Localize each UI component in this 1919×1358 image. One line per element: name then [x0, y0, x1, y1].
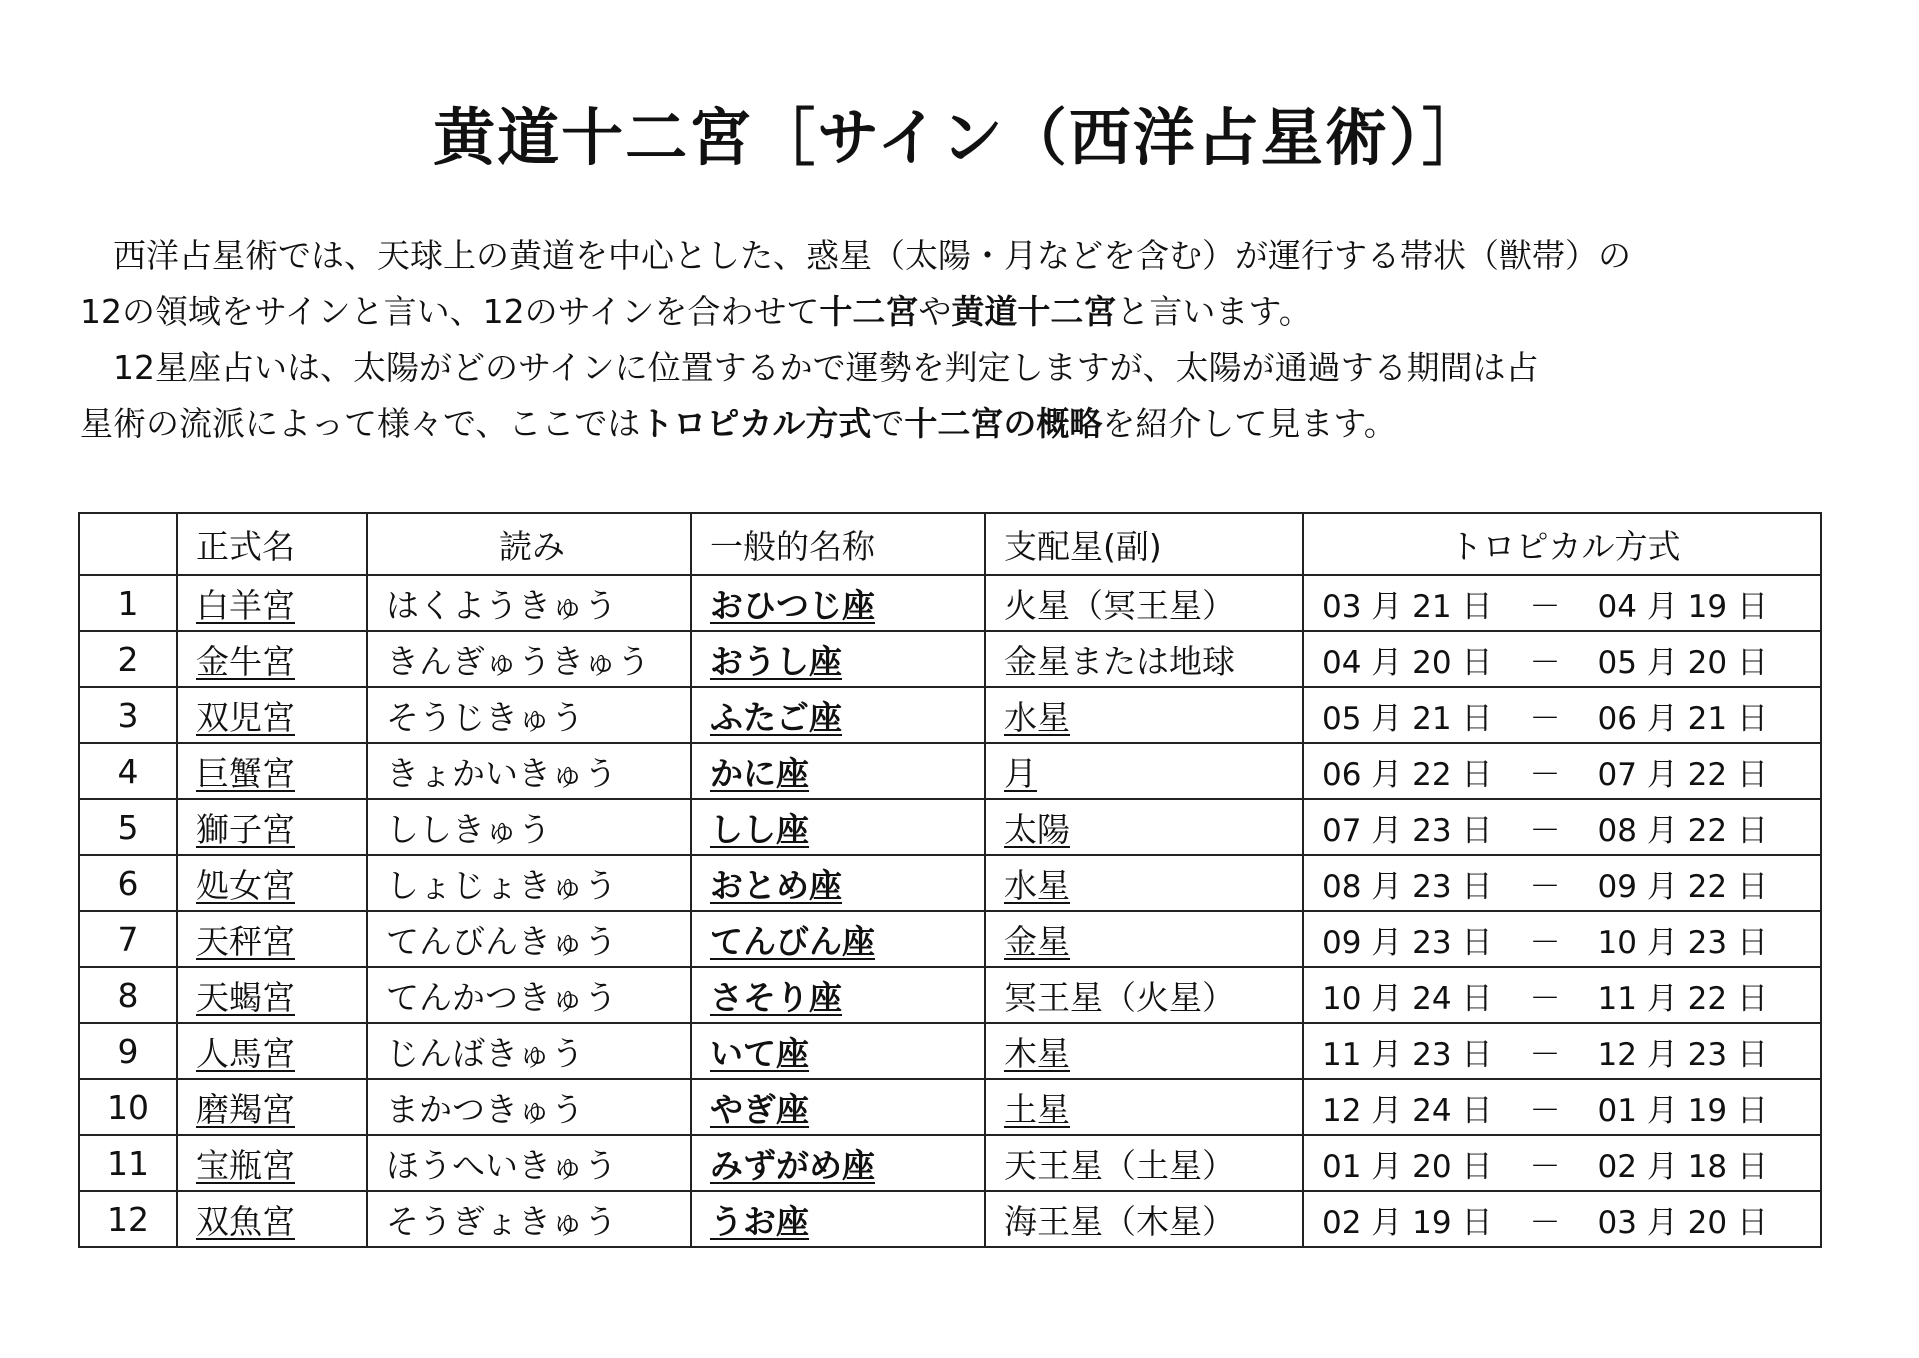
- date-range: [1322, 581, 1808, 626]
- tropical-range-cell: [1303, 575, 1821, 631]
- tropical-range-cell: [1303, 631, 1821, 687]
- tropical-range-cell: [1303, 1135, 1821, 1191]
- date-range: [1322, 1085, 1808, 1130]
- range-end: 02 月 18 日: [1597, 1148, 1768, 1185]
- tropical-range-cell: [1303, 799, 1821, 855]
- row-number: 12: [79, 1191, 177, 1247]
- intro-text-run: で: [871, 404, 905, 443]
- table-body: [79, 575, 1821, 1247]
- range-dash: －: [1529, 924, 1561, 961]
- ruler-cell: [985, 743, 1303, 799]
- range-start: 11 月 23 日: [1322, 1036, 1493, 1073]
- header-ruler: 支配星(副): [985, 513, 1303, 575]
- range-start: 04 月 20 日: [1322, 644, 1493, 681]
- date-range: [1322, 805, 1808, 850]
- common-name-cell: [691, 631, 985, 687]
- ruler-name: 木星: [1004, 1033, 1070, 1073]
- formal-name: 磨羯宮: [196, 1089, 295, 1129]
- date-range: [1322, 1141, 1808, 1186]
- formal-name: 白羊宮: [196, 585, 295, 625]
- range-start: 10 月 24 日: [1322, 980, 1493, 1017]
- date-range: [1322, 1197, 1808, 1242]
- header-formal-name: 正式名: [177, 513, 367, 575]
- row-number: 6: [79, 855, 177, 911]
- table-row: [79, 575, 1821, 631]
- range-start: 03 月 21 日: [1322, 588, 1493, 625]
- range-start: 06 月 22 日: [1322, 756, 1493, 793]
- common-name: おとめ座: [710, 865, 842, 905]
- header-number: [79, 513, 177, 575]
- ruler-name: 金星または地球: [1004, 641, 1235, 681]
- formal-name-cell: [177, 855, 367, 911]
- ruler-name: 水星: [1004, 865, 1070, 905]
- formal-name: 金牛宮: [196, 641, 295, 681]
- reading-cell: そうぎょきゅう: [367, 1191, 691, 1247]
- range-dash: －: [1529, 644, 1561, 681]
- common-name-cell: [691, 687, 985, 743]
- ruler-cell: [985, 687, 1303, 743]
- common-name: しし座: [710, 809, 809, 849]
- reading-cell: じんばきゅう: [367, 1023, 691, 1079]
- intro-text-run: を紹介して見ます。: [1102, 404, 1397, 443]
- formal-name: 人馬宮: [196, 1033, 295, 1073]
- date-range: [1322, 917, 1808, 962]
- ruler-name: 月: [1004, 753, 1037, 793]
- range-start: 01 月 20 日: [1322, 1148, 1493, 1185]
- common-name: ふたご座: [710, 697, 842, 737]
- ruler-cell: [985, 1079, 1303, 1135]
- intro-text-run: や: [918, 292, 952, 331]
- table-header-row: [79, 513, 1821, 575]
- date-range: [1322, 693, 1808, 738]
- row-number: 2: [79, 631, 177, 687]
- reading-cell: ほうへいきゅう: [367, 1135, 691, 1191]
- intro-text-run: 12の領域をサインと言い、12のサインを合わせて: [80, 292, 820, 331]
- reading-cell: まかつきゅう: [367, 1079, 691, 1135]
- common-name-cell: [691, 1191, 985, 1247]
- row-number: 10: [79, 1079, 177, 1135]
- ruler-cell: [985, 855, 1303, 911]
- ruler-name: 天王星（土星）: [1004, 1145, 1235, 1185]
- row-number: 3: [79, 687, 177, 743]
- range-start: 09 月 23 日: [1322, 924, 1493, 961]
- range-dash: －: [1529, 756, 1561, 793]
- intro-bold-term: トロピカル方式: [640, 404, 872, 443]
- tropical-range-cell: [1303, 967, 1821, 1023]
- ruler-name: 冥王星（火星）: [1004, 977, 1235, 1017]
- ruler-cell: [985, 911, 1303, 967]
- common-name: おうし座: [710, 641, 842, 681]
- range-end: 06 月 21 日: [1597, 700, 1768, 737]
- formal-name: 獅子宮: [196, 809, 295, 849]
- range-end: 04 月 19 日: [1597, 588, 1768, 625]
- range-dash: －: [1529, 980, 1561, 1017]
- table-row: [79, 1023, 1821, 1079]
- formal-name: 双児宮: [196, 697, 295, 737]
- intro-text-run: 星術の流派によって様々で、ここでは: [80, 404, 641, 443]
- common-name: かに座: [710, 753, 809, 793]
- range-end: 12 月 23 日: [1597, 1036, 1768, 1073]
- ruler-cell: [985, 1023, 1303, 1079]
- table-row: [79, 799, 1821, 855]
- row-number: 11: [79, 1135, 177, 1191]
- reading-cell: はくようきゅう: [367, 575, 691, 631]
- intro-paragraph-2-cont: [80, 396, 1860, 452]
- intro-bold-term: 十二宮: [819, 292, 919, 331]
- range-dash: －: [1529, 1036, 1561, 1073]
- intro-line: 西洋占星術では、天球上の黄道を中心とした、惑星（太陽・月などを含む）が運行する帯状（獣帯）の: [113, 236, 1631, 275]
- intro-line: 12星座占いは、太陽がどのサインに位置するかで運勢を判定しますが、太陽が通過する期間は占: [113, 348, 1539, 387]
- tropical-range-cell: [1303, 1023, 1821, 1079]
- formal-name-cell: [177, 967, 367, 1023]
- table-row: [79, 855, 1821, 911]
- row-number: 9: [79, 1023, 177, 1079]
- common-name-cell: [691, 967, 985, 1023]
- reading-cell: ししきゅう: [367, 799, 691, 855]
- formal-name-cell: [177, 1191, 367, 1247]
- ruler-cell: [985, 799, 1303, 855]
- formal-name-cell: [177, 799, 367, 855]
- formal-name: 双魚宮: [196, 1201, 295, 1241]
- range-dash: －: [1529, 812, 1561, 849]
- reading-cell: てんかつきゅう: [367, 967, 691, 1023]
- formal-name: 天秤宮: [196, 921, 295, 961]
- ruler-name: 海王星（木星）: [1004, 1201, 1235, 1241]
- common-name: おひつじ座: [710, 585, 875, 625]
- formal-name: 処女宮: [196, 865, 295, 905]
- intro-text: [80, 228, 1860, 452]
- reading-cell: てんびんきゅう: [367, 911, 691, 967]
- common-name-cell: [691, 575, 985, 631]
- range-end: 07 月 22 日: [1597, 756, 1768, 793]
- formal-name: 宝瓶宮: [196, 1145, 295, 1185]
- table-row: [79, 911, 1821, 967]
- common-name-cell: [691, 1079, 985, 1135]
- formal-name-cell: [177, 687, 367, 743]
- ruler-name: 火星（冥王星）: [1004, 585, 1235, 625]
- formal-name-cell: [177, 1079, 367, 1135]
- ruler-name: 土星: [1004, 1089, 1070, 1129]
- intro-paragraph-1: [80, 228, 1860, 284]
- date-range: [1322, 973, 1808, 1018]
- table-row: [79, 687, 1821, 743]
- tropical-range-cell: [1303, 743, 1821, 799]
- formal-name-cell: [177, 911, 367, 967]
- common-name: いて座: [710, 1033, 809, 1073]
- range-end: 01 月 19 日: [1597, 1092, 1768, 1129]
- row-number: 4: [79, 743, 177, 799]
- row-number: 5: [79, 799, 177, 855]
- zodiac-table: [78, 512, 1822, 1248]
- table-row: [79, 1191, 1821, 1247]
- header-reading: 読み: [367, 513, 691, 575]
- table-row: [79, 743, 1821, 799]
- date-range: [1322, 637, 1808, 682]
- row-number: 7: [79, 911, 177, 967]
- range-start: 07 月 23 日: [1322, 812, 1493, 849]
- common-name-cell: [691, 1135, 985, 1191]
- common-name: みずがめ座: [710, 1145, 875, 1185]
- tropical-range-cell: [1303, 1079, 1821, 1135]
- reading-cell: きょかいきゅう: [367, 743, 691, 799]
- common-name-cell: [691, 855, 985, 911]
- range-end: 08 月 22 日: [1597, 812, 1768, 849]
- formal-name: 巨蟹宮: [196, 753, 295, 793]
- range-end: 03 月 20 日: [1597, 1204, 1768, 1241]
- range-end: 10 月 23 日: [1597, 924, 1768, 961]
- common-name-cell: [691, 1023, 985, 1079]
- reading-cell: しょじょきゅう: [367, 855, 691, 911]
- date-range: [1322, 861, 1808, 906]
- formal-name-cell: [177, 743, 367, 799]
- tropical-range-cell: [1303, 687, 1821, 743]
- common-name-cell: [691, 799, 985, 855]
- ruler-name: 太陽: [1004, 809, 1070, 849]
- ruler-name: 水星: [1004, 697, 1070, 737]
- header-tropical: トロピカル方式: [1303, 513, 1821, 575]
- range-start: 02 月 19 日: [1322, 1204, 1493, 1241]
- date-range: [1322, 1029, 1808, 1074]
- range-start: 08 月 23 日: [1322, 868, 1493, 905]
- range-end: 11 月 22 日: [1597, 980, 1768, 1017]
- intro-text-run: と言います。: [1116, 292, 1312, 331]
- range-dash: －: [1529, 1092, 1561, 1129]
- range-start: 05 月 21 日: [1322, 700, 1493, 737]
- formal-name-cell: [177, 631, 367, 687]
- ruler-cell: [985, 967, 1303, 1023]
- ruler-cell: [985, 1135, 1303, 1191]
- range-dash: －: [1529, 1204, 1561, 1241]
- tropical-range-cell: [1303, 855, 1821, 911]
- common-name: やぎ座: [710, 1089, 809, 1129]
- range-end: 05 月 20 日: [1597, 644, 1768, 681]
- formal-name-cell: [177, 1023, 367, 1079]
- common-name: うお座: [710, 1201, 809, 1241]
- common-name: てんびん座: [710, 921, 875, 961]
- formal-name-cell: [177, 1135, 367, 1191]
- reading-cell: そうじきゅう: [367, 687, 691, 743]
- intro-paragraph-1-cont: [80, 284, 1860, 340]
- formal-name-cell: [177, 575, 367, 631]
- table-row: [79, 1079, 1821, 1135]
- ruler-cell: [985, 631, 1303, 687]
- common-name: さそり座: [710, 977, 842, 1017]
- row-number: 1: [79, 575, 177, 631]
- ruler-name: 金星: [1004, 921, 1070, 961]
- page-title: 黄道十二宮［サイン（西洋占星術）］: [433, 101, 1486, 174]
- formal-name: 天蝎宮: [196, 977, 295, 1017]
- table-row: [79, 1135, 1821, 1191]
- date-range: [1322, 749, 1808, 794]
- common-name-cell: [691, 911, 985, 967]
- range-end: 09 月 22 日: [1597, 868, 1768, 905]
- reading-cell: きんぎゅうきゅう: [367, 631, 691, 687]
- range-dash: －: [1529, 1148, 1561, 1185]
- ruler-cell: [985, 1191, 1303, 1247]
- intro-paragraph-2: [80, 340, 1860, 396]
- range-dash: －: [1529, 868, 1561, 905]
- row-number: 8: [79, 967, 177, 1023]
- ruler-cell: [985, 575, 1303, 631]
- intro-bold-term: 十二宮の概略: [904, 404, 1103, 443]
- table-row: [79, 967, 1821, 1023]
- header-common-name: 一般的名称: [691, 513, 985, 575]
- common-name-cell: [691, 743, 985, 799]
- range-dash: －: [1529, 700, 1561, 737]
- range-start: 12 月 24 日: [1322, 1092, 1493, 1129]
- range-dash: －: [1529, 588, 1561, 625]
- tropical-range-cell: [1303, 911, 1821, 967]
- table-row: [79, 631, 1821, 687]
- intro-bold-term: 黄道十二宮: [951, 292, 1117, 331]
- tropical-range-cell: [1303, 1191, 1821, 1247]
